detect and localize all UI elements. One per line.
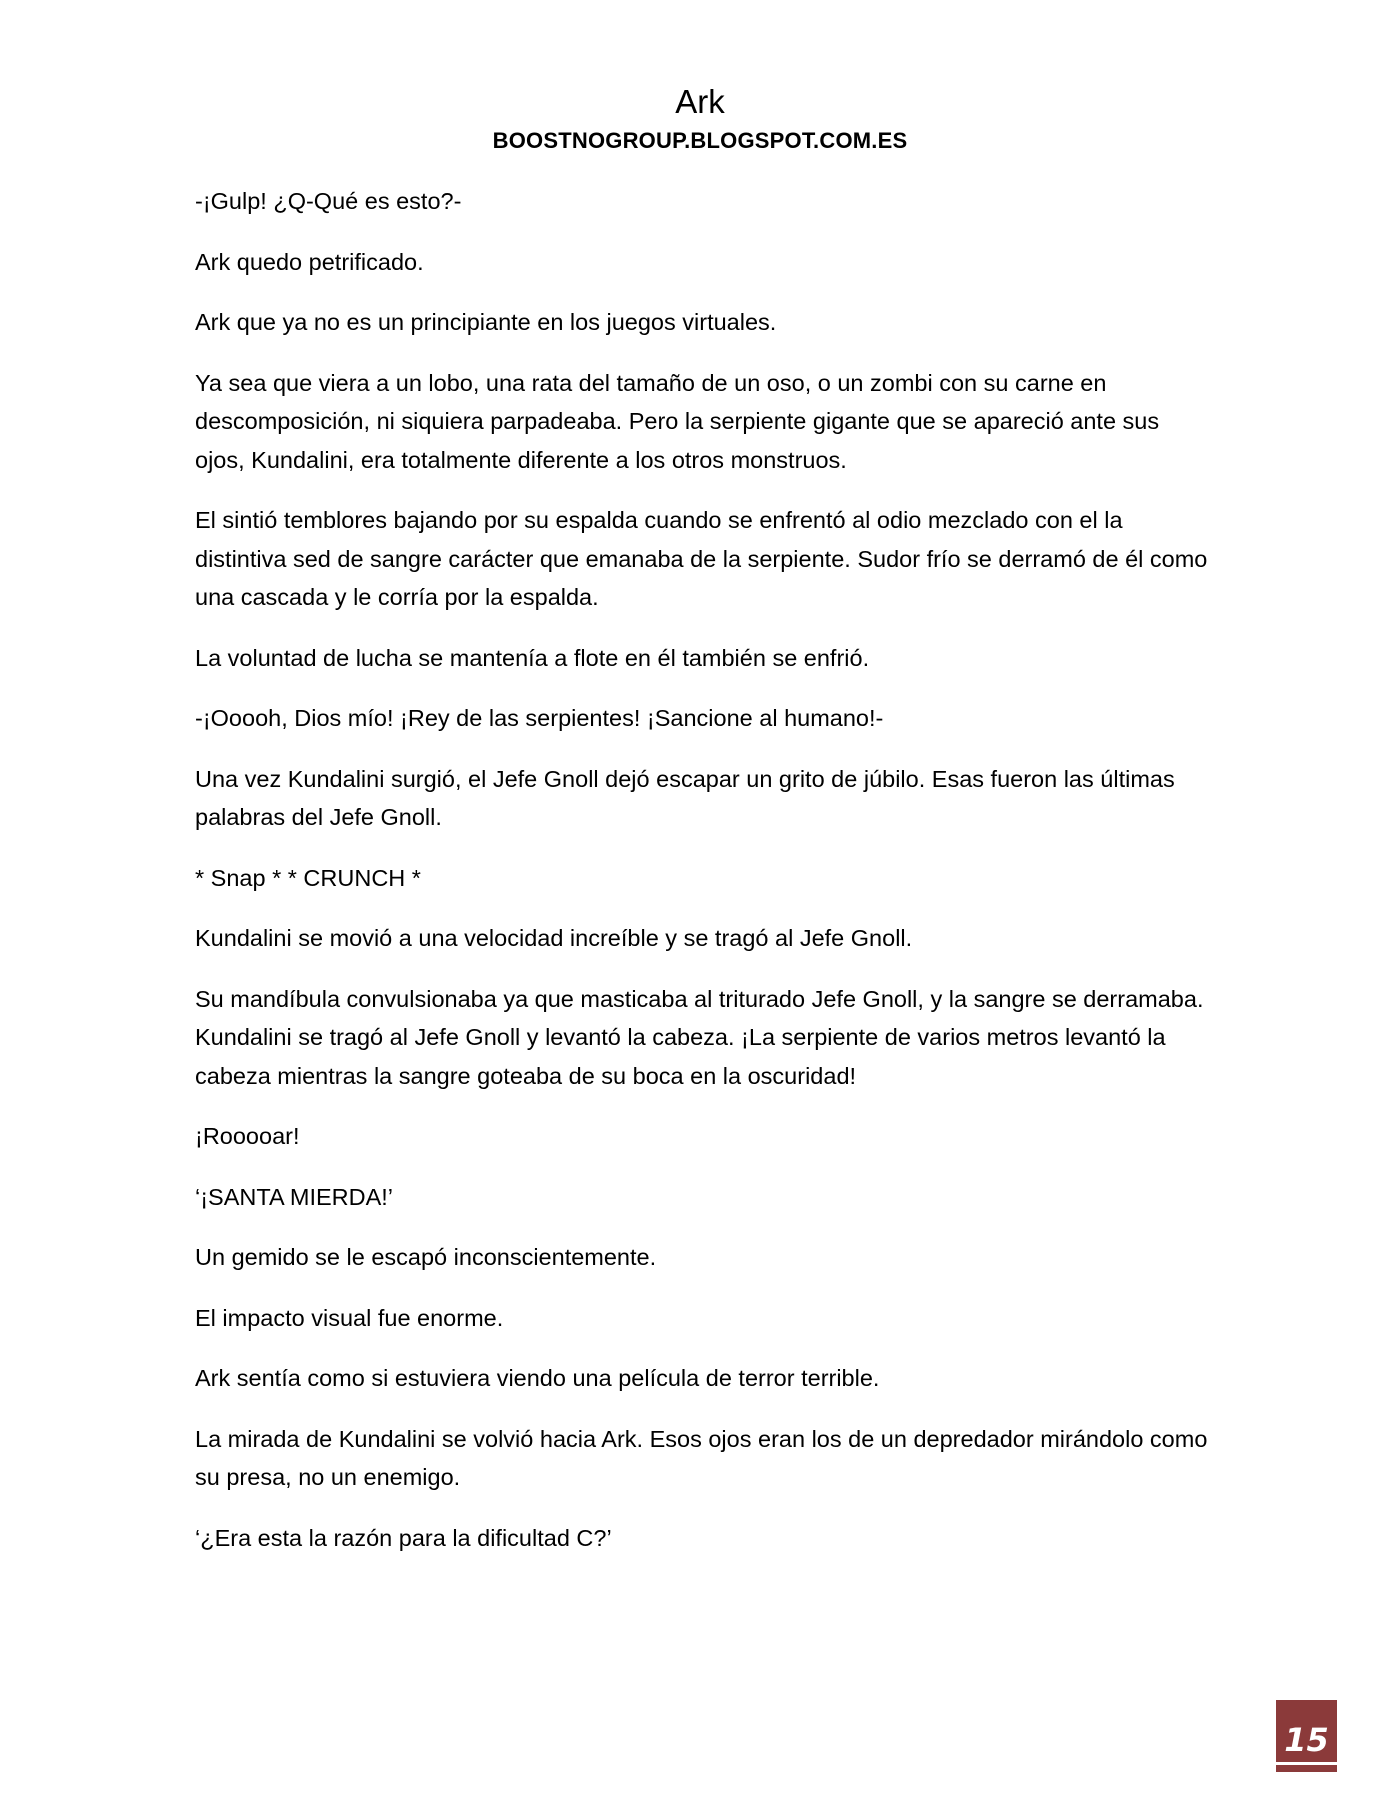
paragraph: * Snap * * CRUNCH * [195, 864, 421, 891]
page-header-site: BOOSTNOGROUP.BLOGSPOT.COM.ES [492, 128, 908, 153]
paragraph: ‘¿Era esta la razón para la dificultad C?’ [195, 1524, 612, 1551]
paragraph: La voluntad de lucha se mantenía a flote en él también se enfrió. [195, 644, 870, 671]
paragraph: El impacto visual fue enorme. [195, 1304, 504, 1331]
paragraph: Su mandíbula convulsionaba ya que masticaba al triturado Jefe Gnoll, y la sangre se derramaba. Kundalini se tragó al Jefe Gnoll y levantó la cabeza. ¡La serpiente de varios metros levantó la cabeza mientras la sangre goteaba de su boca en la oscuridad! [195, 985, 1204, 1089]
paragraph: Ark quedo petrificado. [195, 248, 424, 275]
paragraph: Ya sea que viera a un lobo, una rata del tamaño de un oso, o un zombi con su carne en descomposición, ni siquiera parpadeaba. Pero la serpiente gigante que se apareció ante sus ojos, Kundalini, era totalmente diferente a los otros monstruos. [195, 369, 1160, 473]
page-number-badge [1276, 1700, 1337, 1772]
paragraph: La mirada de Kundalini se volvió hacia Ark. Esos ojos eran los de un depredador mirándolo como su presa, no un enemigo. [195, 1425, 1208, 1490]
paragraph: Ark que ya no es un principiante en los juegos virtuales. [195, 309, 777, 335]
paragraph: -¡Gulp! ¿Q-Qué es esto?- [195, 188, 462, 214]
page-header-title: Ark [675, 83, 725, 120]
paragraph: ‘¡SANTA MIERDA!’ [195, 1183, 394, 1210]
body-text [195, 182, 1210, 1579]
paragraph: ¡Rooooar! [195, 1123, 300, 1149]
paragraph: Una vez Kundalini surgió, el Jefe Gnoll dejó escapar un grito de júbilo. Esas fueron las últimas palabras del Jefe Gnoll. [195, 765, 1175, 830]
paragraph: Kundalini se movió a una velocidad increíble y se tragó al Jefe Gnoll. [195, 925, 913, 951]
paragraph: El sintió temblores bajando por su espalda cuando se enfrentó al odio mezclado con el la distintiva sed de sangre carácter que emanaba de la serpiente. Sudor frío se derramó de él como una cascada y le corría por la espalda. [195, 507, 1208, 610]
page-number: 15 [1284, 1721, 1329, 1759]
paragraph: Ark sentía como si estuviera viendo una película de terror terrible. [195, 1365, 880, 1391]
paragraph: Un gemido se le escapó inconscientemente. [195, 1244, 657, 1270]
paragraph: -¡Ooooh, Dios mío! ¡Rey de las serpientes! ¡Sancione al humano!- [195, 705, 884, 731]
page-number-underline [1276, 1762, 1337, 1765]
